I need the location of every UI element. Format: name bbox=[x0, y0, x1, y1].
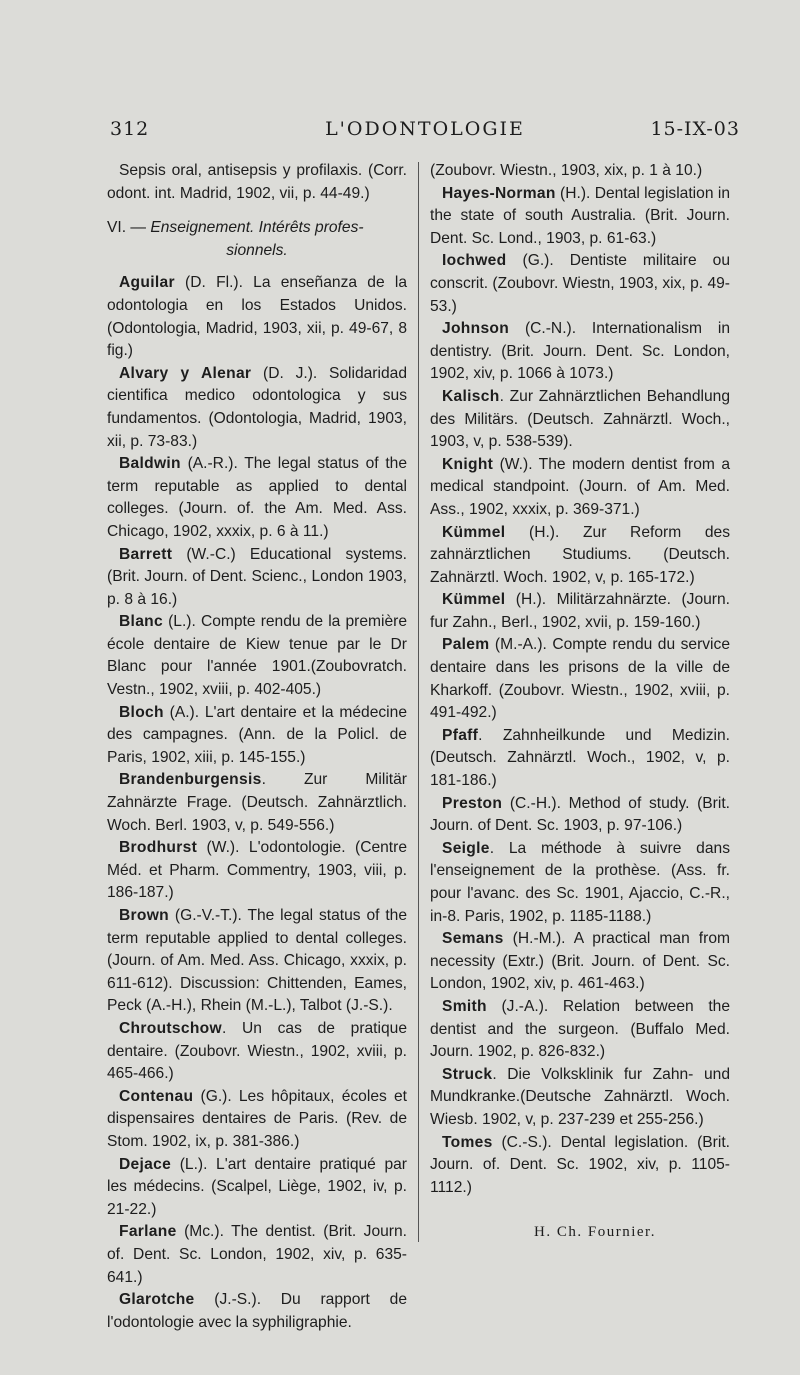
author-name: Knight bbox=[442, 455, 494, 473]
author-name: Barrett bbox=[119, 545, 173, 563]
author-name: Bloch bbox=[119, 703, 164, 721]
bib-entry bbox=[107, 453, 407, 543]
bib-entry bbox=[107, 1289, 407, 1334]
author-name: Brown bbox=[119, 907, 170, 924]
author-name: Johnson bbox=[442, 320, 510, 338]
entry-text: (M.-A.). Compte rendu du service dentaire dans les prisons de la ville de Kharkoff. (Zoubovr. Wiestn., 1902, xviii, p. 491-492.) bbox=[430, 636, 730, 722]
entry-text: (H.). Zur Reform des zahnärztlichen Studiums. (Deutsch. Zahnärztl. Woch. 1902, v, p. 165-172.) bbox=[430, 523, 730, 586]
entry-text: (G.). Les hôpitaux, écoles et dispensaires dentaires de Paris. (Rev. de Stom. 1902, ix, p. 381-386.) bbox=[107, 1087, 407, 1150]
bib-entry bbox=[107, 1221, 407, 1289]
author-name: Farlane bbox=[119, 1223, 177, 1241]
section-title-line-1: Enseignement. Intérêts profes- bbox=[150, 219, 364, 237]
entry-text: (G.-V.-T.). The legal status of the term reputable applied to dental colleges. (Journ. of Am. Med. Ass. Chicago, xxxix, p. 611-612). Discussion: Chittenden, Eames, Peck (A.-H.), Rhein (M.-L.), Talbot (J.-S.). bbox=[107, 907, 407, 1015]
bib-entry bbox=[430, 928, 730, 996]
entry-text: . Un cas de pratique dentaire. (Zoubovr. Wiestn., 1902, xviii, p. 465-466.) bbox=[107, 1019, 407, 1083]
left-column bbox=[107, 160, 407, 1334]
bib-entry bbox=[107, 611, 407, 701]
bib-entry bbox=[107, 1086, 407, 1154]
entry-text: (C.-H.). Method of study. (Brit. Journ. of Dent. Sc. 1903, p. 97-106.) bbox=[430, 794, 730, 835]
author-name: Chroutschow bbox=[119, 1019, 222, 1037]
journal-title: L'ODONTOLOGIE bbox=[325, 118, 525, 140]
author-name: Brandenburgensis bbox=[119, 771, 262, 789]
author-name: Tomes bbox=[442, 1133, 493, 1151]
entry-text: (D. J.). Solidaridad cientifica medico odontologica y sus fundamentos. (Odontologia, Madrid, 1903, xii, p. 73-83.) bbox=[107, 364, 407, 450]
author-name: Kümmel bbox=[442, 591, 506, 609]
entry-text: . Die Volksklinik fur Zahn- und Mundkranke.(Deutsche Zahnärztl. Woch. Wiesb. 1902, v, p. 237-239 et 255-256.) bbox=[430, 1065, 730, 1128]
author-name: Dejace bbox=[119, 1155, 172, 1173]
author-name: Aguilar bbox=[119, 274, 175, 292]
author-name: Contenau bbox=[119, 1087, 194, 1105]
bib-entry bbox=[107, 769, 407, 837]
bib-entry bbox=[107, 837, 407, 905]
author-name: Kümmel bbox=[442, 523, 506, 541]
column-divider bbox=[418, 162, 419, 1242]
bib-entry bbox=[430, 454, 730, 522]
bib-entry bbox=[430, 318, 730, 386]
author-name: Preston bbox=[442, 794, 503, 812]
author-signature: H. Ch. Fournier. bbox=[534, 1224, 656, 1241]
author-name: Iochwed bbox=[442, 252, 507, 270]
entry-text: (Mc.). The dentist. (Brit. Journ. of. Dent. Sc. London, 1902, xiv, p. 635-641.) bbox=[107, 1223, 407, 1286]
author-name: Pfaff bbox=[442, 726, 479, 744]
bib-entry bbox=[107, 702, 407, 770]
entry-text: (H.-M.). A practical man from necessity (Extr.) (Brit. Journ. of Dent. Sc. London, 1902, xiv, p. 461-463.) bbox=[430, 930, 730, 993]
continuation-text: (Zoubovr. Wiestn., 1903, xix, p. 1 à 10.) bbox=[430, 162, 703, 179]
entry-text: (W.). L'odontologie. (Centre Méd. et Pharm. Commentry, 1903, viii, p. 186-187.) bbox=[107, 839, 407, 902]
entry-text: . Zahnheilkunde und Medizin. (Deutsch. Zahnärztl. Woch., 1902, v, p. 181-186.) bbox=[430, 726, 730, 790]
bib-entry bbox=[107, 905, 407, 1018]
entry-text: . Zur Zahnärztlichen Behandlung des Militärs. (Deutsch. Zahnärztl. Woch., 1903, v, p. 538-539). bbox=[430, 387, 730, 451]
author-name: Seigle bbox=[442, 839, 490, 857]
author-name: Baldwin bbox=[119, 455, 181, 473]
bib-entry bbox=[107, 1154, 407, 1222]
author-name: Alvary y Alenar bbox=[119, 364, 252, 382]
right-column bbox=[430, 160, 730, 1244]
bib-entry bbox=[107, 544, 407, 612]
entry-text: (A.). L'art dentaire et la médecine des campagnes. (Ann. de la Policl. de Paris, 1902, xiii, p. 145-155.) bbox=[107, 703, 407, 766]
author-name: Semans bbox=[442, 930, 504, 948]
bib-entry bbox=[430, 183, 730, 251]
running-header bbox=[110, 118, 740, 148]
author-name: Struck bbox=[442, 1065, 493, 1083]
bib-entry bbox=[430, 589, 730, 634]
entry-text: (A.-R.). The legal status of the term reputable as applied to dental colleges. (Journ. of. the Am. Med. Ass. Chicago, 1902, xxxix, p. 6 à 11.) bbox=[107, 455, 407, 540]
bib-entry bbox=[430, 386, 730, 454]
intro-text: Sepsis oral, antisepsis y profilaxis. (Corr. odont. int. Madrid, 1902, vii, p. 44-49.) bbox=[107, 162, 407, 202]
entry-text: (W.-C.) Educational systems. (Brit. Journ. of Dent. Scienc., London 1903, p. 8 à 16.) bbox=[107, 545, 407, 608]
author-name: Smith bbox=[442, 997, 487, 1015]
bib-entry bbox=[430, 838, 730, 928]
entry-text: (D. Fl.). La enseñanza de la odontologia en los Estados Unidos. (Odontologia, Madrid, 1903, xii, p. 49-67, 8 fig.) bbox=[107, 274, 407, 360]
author-name: Palem bbox=[442, 636, 490, 654]
bib-entry bbox=[430, 634, 730, 724]
entry-text: (W.). The modern dentist from a medical standpoint. (Journ. of Am. Med. Ass., 1902, xxxix, p. 369-371.) bbox=[430, 455, 730, 518]
bib-entry bbox=[107, 1018, 407, 1086]
entry-text: (H.). Dental legislation in the state of south Australia. (Brit. Journ. Dent. Sc. Lond., 1903, p. 61-63.) bbox=[430, 184, 730, 247]
entry-text: (L.). Compte rendu de la première école dentaire de Kiew tenue par le Dr Blanc pour l'année 1901.(Zoubovratch. Vestn., 1902, xviii, p. 402-405.) bbox=[107, 613, 407, 699]
bib-entry bbox=[430, 996, 730, 1064]
entry-text: (L.). L'art dentaire pratiqué par les médecins. (Scalpel, Liège, 1902, iv, p. 21-22.) bbox=[107, 1155, 407, 1218]
entry-text: (J.-S.). Du rapport de l'odontologie avec la syphiligraphie. bbox=[107, 1291, 407, 1331]
bib-entry bbox=[430, 250, 730, 318]
entry-text: (J.-A.). Relation between the dentist and the surgeon. (Buffalo Med. Journ. 1902, p. 826-832.) bbox=[430, 997, 730, 1061]
author-name: Blanc bbox=[119, 613, 163, 631]
section-title-line-2: sionnels. bbox=[226, 241, 288, 259]
bib-entry bbox=[430, 1064, 730, 1132]
author-name: Hayes-Norman bbox=[442, 184, 556, 202]
section-number: VI. — bbox=[107, 219, 151, 237]
bib-entry bbox=[430, 793, 730, 838]
issue-date: 15-IX-03 bbox=[650, 118, 740, 140]
bib-entry bbox=[430, 522, 730, 590]
author-name: Kalisch bbox=[442, 387, 500, 405]
entry-text: (C.-N.). Internationalism in dentistry. (Brit. Journ. Dent. Sc. London, 1902, xiv, p. 1066 à 1073.) bbox=[430, 320, 730, 383]
author-name: Brodhurst bbox=[119, 839, 198, 857]
entry-text: (C.-S.). Dental legislation. (Brit. Journ. of. Dent. Sc. 1902, xiv, p. 1105-1112.) bbox=[430, 1133, 730, 1196]
entry-text: (G.). Dentiste militaire ou conscrit. (Zoubovr. Wiestn, 1903, xix, p. 49-53.) bbox=[430, 252, 730, 315]
bib-entry bbox=[107, 363, 407, 453]
section-heading bbox=[107, 217, 407, 262]
bib-entry bbox=[430, 1132, 730, 1200]
author-name: Glarotche bbox=[119, 1291, 195, 1309]
entry-text: . La méthode à suivre dans l'enseignement de la prothèse. (Ass. fr. pour l'avanc. des Sc. 1901, Ajaccio, C.-R., in-8. Paris, 1902, p. 1185-1188.) bbox=[430, 839, 730, 925]
entry-text: (H.). Militärzahnärzte. (Journ. fur Zahn., Berl., 1902, xvii, p. 159-160.) bbox=[430, 591, 730, 631]
page-number: 312 bbox=[110, 118, 150, 140]
bib-entry bbox=[430, 725, 730, 793]
bib-entry bbox=[107, 272, 407, 362]
entry-text: . Zur Militär Zahnärzte Frage. (Deutsch. Zahnärztlich. Woch. Berl. 1903, v, p. 549-556.) bbox=[107, 771, 407, 834]
